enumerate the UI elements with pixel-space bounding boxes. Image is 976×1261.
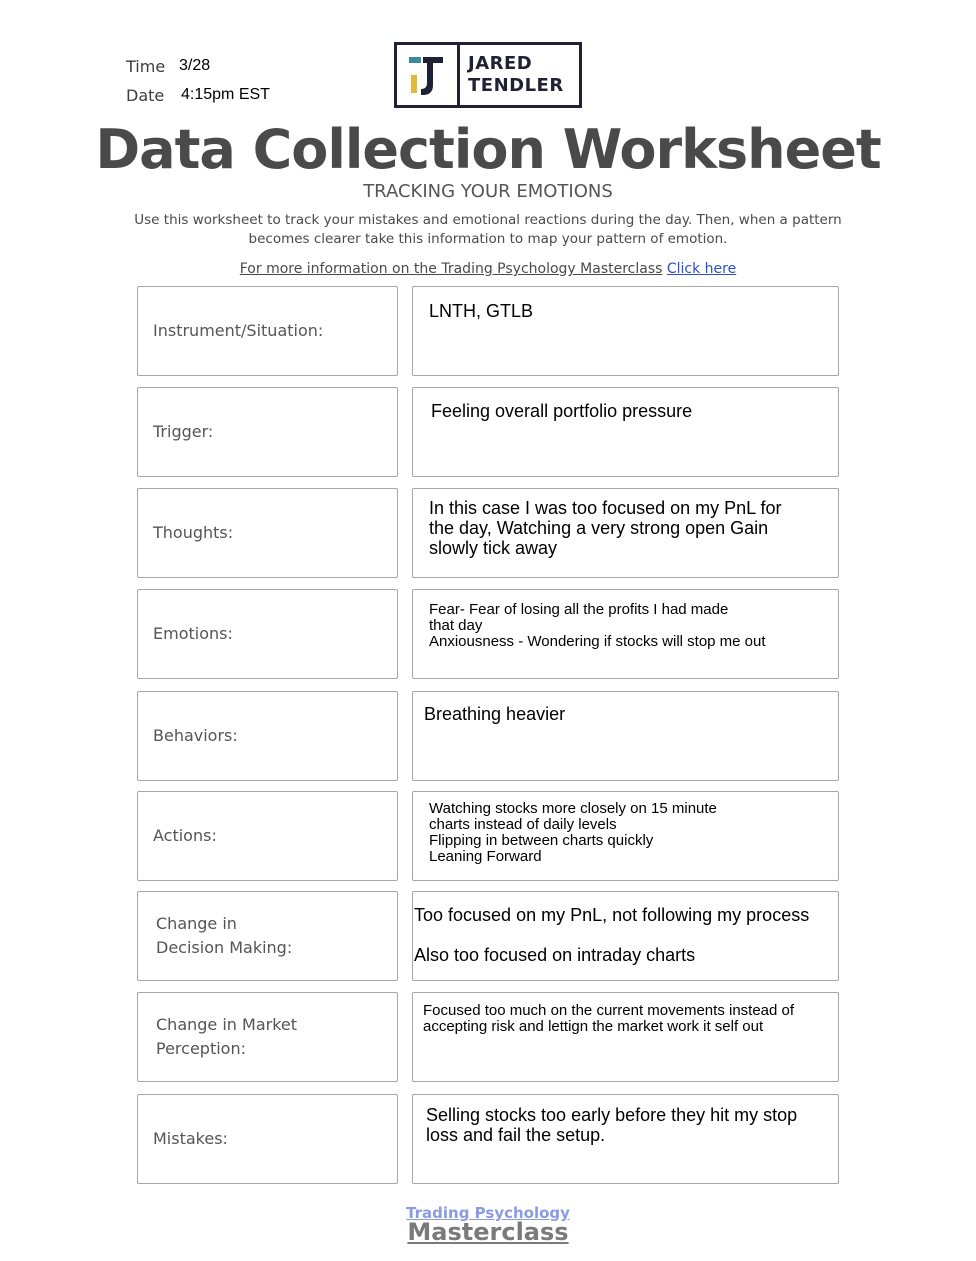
more-info-line (0, 261, 976, 277)
label-box (137, 992, 398, 1082)
row-decision-making (137, 891, 839, 981)
time-label: Time (126, 57, 166, 76)
row-value: Focused too much on the current movements instead of accepting risk and lettign the market work it self out (423, 1002, 795, 1035)
row-actions (137, 791, 839, 881)
row-value: In this case I was too focused on my PnL for the day, Watching a very strong open Gain slowly tick away (429, 498, 782, 558)
logo-line-1: JARED (468, 53, 533, 74)
row-market-perception (137, 992, 839, 1082)
row-label: Emotions: (153, 624, 233, 643)
row-behaviors (137, 691, 839, 781)
date-value: 4:15pm EST (181, 86, 270, 103)
value-box[interactable] (412, 791, 839, 881)
row-label: Instrument/Situation: (153, 321, 324, 340)
time-value: 3/28 (179, 57, 211, 74)
value-box[interactable] (412, 589, 839, 679)
page-subtitle: TRACKING YOUR EMOTIONS (363, 181, 613, 202)
logo-mark-icon (397, 45, 457, 105)
row-label: Thoughts: (153, 523, 234, 542)
row-instrument (137, 286, 839, 376)
value-box[interactable] (412, 691, 839, 781)
click-here-link[interactable]: Click here (666, 261, 737, 277)
label-box (137, 387, 398, 477)
row-value: Breathing heavier (424, 704, 566, 724)
label-box (137, 691, 398, 781)
value-box[interactable] (412, 387, 839, 477)
label-box (137, 791, 398, 881)
row-value: Too focused on my PnL, not following my process Also too focused on intraday charts (414, 905, 810, 965)
footer-masterclass-link[interactable]: Trading Psychology (406, 1204, 570, 1222)
value-box[interactable] (412, 1094, 839, 1184)
logo-line-2: TENDLER (468, 75, 564, 96)
date-label: Date (126, 86, 165, 105)
row-trigger (137, 387, 839, 477)
label-box (137, 1094, 398, 1184)
row-label: Trigger: (153, 422, 214, 441)
value-box[interactable] (412, 286, 839, 376)
page-title: Data Collection Worksheet (95, 118, 881, 181)
row-value: Fear- Fear of losing all the profits I had made that day Anxiousness - Wondering if stocks will stop me out (429, 601, 766, 650)
value-box[interactable] (412, 488, 839, 578)
row-thoughts (137, 488, 839, 578)
logo-text (460, 53, 564, 97)
intro-text: Use this worksheet to track your mistakes and emotional reactions during the day. Then, when a pattern becomes clearer take this information to map your pattern of emotion. (134, 212, 842, 247)
row-label: Actions: (153, 826, 217, 845)
label-box (137, 589, 398, 679)
row-mistakes (137, 1094, 839, 1184)
footer-masterclass-title[interactable]: Masterclass (407, 1218, 569, 1246)
value-box[interactable] (412, 992, 839, 1082)
row-label: Change in Decision Making: (156, 914, 293, 957)
row-label: Mistakes: (153, 1129, 228, 1148)
value-box[interactable] (412, 891, 839, 981)
label-box (137, 891, 398, 981)
row-value: LNTH, GTLB (429, 301, 534, 321)
row-emotions (137, 589, 839, 679)
label-box (137, 286, 398, 376)
row-label: Behaviors: (153, 726, 238, 745)
label-box (137, 488, 398, 578)
jared-tendler-logo (394, 42, 582, 108)
row-value: Watching stocks more closely on 15 minute charts instead of daily levels Flipping in between charts quickly Leaning Forward (429, 800, 717, 865)
row-label: Change in Market Perception: (156, 1015, 298, 1058)
row-value: Feeling overall portfolio pressure (431, 401, 693, 421)
row-value: Selling stocks too early before they hit my stop loss and fail the setup. (426, 1105, 798, 1145)
more-info-text: For more information on the Trading Psychology Masterclass (239, 261, 663, 277)
